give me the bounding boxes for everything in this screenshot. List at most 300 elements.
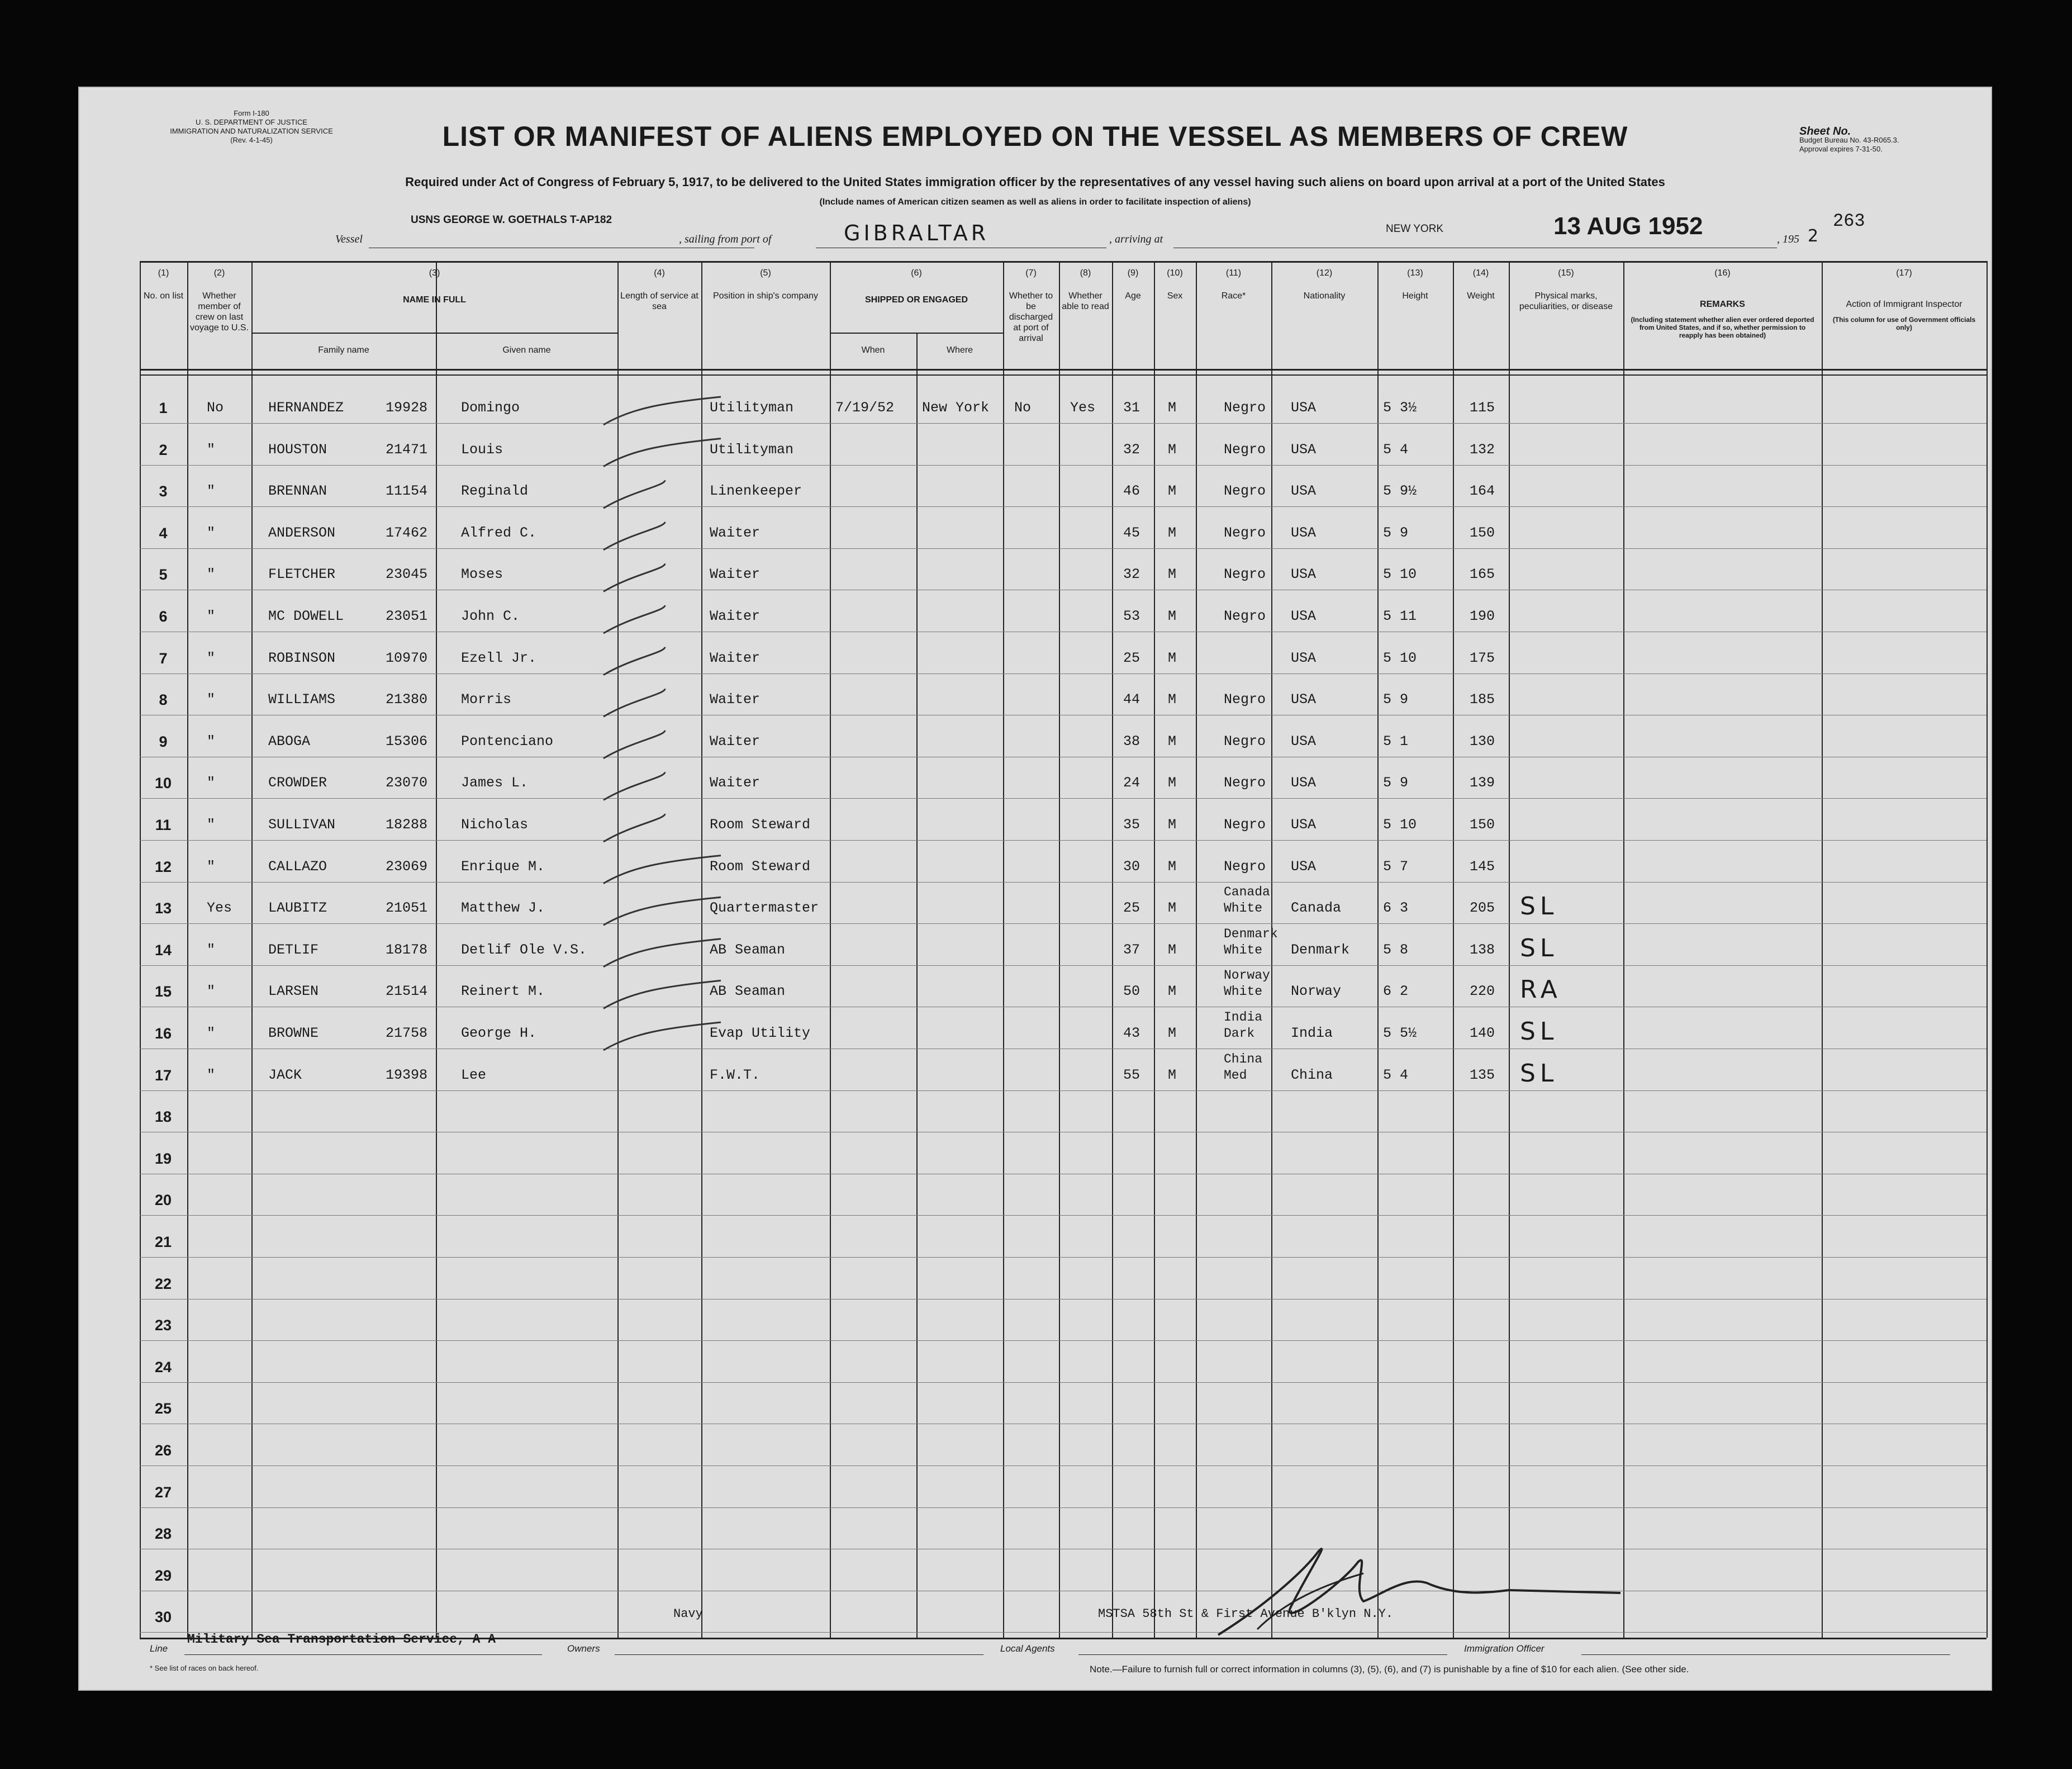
position: AB Seaman: [710, 941, 786, 958]
sex: M: [1168, 649, 1177, 666]
race: Canada White: [1224, 885, 1270, 916]
column-divider: [1196, 261, 1197, 1638]
nationality: USA: [1291, 566, 1317, 583]
race: Negro: [1224, 483, 1266, 500]
given-name: Nicholas: [461, 817, 529, 833]
age: 24: [1123, 775, 1140, 791]
sex: M: [1168, 441, 1177, 458]
nationality: USA: [1291, 483, 1317, 500]
crew-last-voyage: No: [207, 400, 224, 416]
column-header: NAME IN FULL: [403, 295, 466, 305]
agents-typed: MSTSA 58th St & First Avenue B'klyn N.Y.: [1098, 1607, 1394, 1621]
weight: 145: [1470, 858, 1495, 875]
given-name: Lee: [461, 1066, 487, 1083]
family-name: HERNANDEZ: [268, 400, 344, 416]
row-number: 26: [154, 1442, 172, 1459]
weight: 130: [1470, 733, 1495, 750]
height: 5 9: [1383, 524, 1409, 541]
row-line: [140, 965, 1987, 966]
row-number: 18: [154, 1108, 172, 1126]
column-number: (2): [213, 268, 225, 278]
position: Waiter: [710, 649, 761, 666]
year-value: 2: [1808, 226, 1822, 246]
row-line: [140, 548, 1987, 549]
sheet-label: Sheet No.: [1799, 125, 1851, 137]
given-name: James L.: [461, 775, 529, 791]
family-name: DETLIF: [268, 941, 319, 958]
row-line: [140, 1215, 1987, 1216]
row-number: 1: [159, 400, 168, 416]
penalty-note: Note.—Failure to furnish full or correct information in columns (3), (5), (6), and (7) is punishable by a fine of $10 for each alien. (See other side.: [1090, 1664, 1689, 1675]
row-number: 19: [154, 1150, 172, 1167]
sex: M: [1168, 524, 1177, 541]
row-line: [140, 465, 1987, 466]
year-label: , 195: [1777, 233, 1799, 245]
age: 25: [1123, 900, 1140, 917]
column-subheader: Family name: [318, 345, 369, 355]
crew-last-voyage: Yes: [207, 900, 232, 917]
row-line: [140, 423, 1987, 424]
family-name: ABOGA: [268, 733, 311, 750]
weight: 220: [1470, 983, 1495, 1000]
owners-label: Owners: [567, 1643, 600, 1654]
line-label: Line: [150, 1643, 168, 1654]
column-number: (15): [1558, 268, 1574, 278]
page-title: LIST OR MANIFEST OF ALIENS EMPLOYED ON THE VESSEL AS MEMBERS OF CREW: [442, 121, 1628, 152]
column-number: (12): [1316, 268, 1333, 278]
age: 31: [1123, 400, 1140, 416]
row-number: 17: [154, 1066, 172, 1084]
column-header: Whether member of crew on last voyage to U.S.: [190, 291, 249, 333]
weight: 135: [1470, 1066, 1495, 1083]
weight: 150: [1470, 524, 1495, 541]
height: 5 9: [1383, 691, 1409, 708]
column-divider: [1987, 261, 1988, 1638]
height: 5 7: [1383, 858, 1409, 875]
arriving-label: , arriving at: [1109, 233, 1163, 245]
crew-last-voyage: ": [207, 817, 216, 833]
crew-last-voyage: ": [207, 775, 216, 791]
row-number: 13: [154, 900, 172, 917]
height: 5 4: [1383, 441, 1409, 458]
row-number: 30: [154, 1609, 172, 1626]
department: U. S. DEPARTMENT OF JUSTICE: [195, 118, 308, 126]
column-header: Length of service at sea: [620, 291, 698, 311]
nationality: China: [1291, 1066, 1333, 1083]
vessel-name: USNS GEORGE W. GOETHALS T-AP182: [411, 214, 612, 226]
crew-last-voyage: ": [207, 1066, 216, 1083]
weight: 140: [1470, 1025, 1495, 1041]
age: 55: [1123, 1066, 1140, 1083]
race: Negro: [1224, 858, 1266, 875]
nationality: USA: [1291, 733, 1317, 750]
crew-id-number: 23045: [386, 566, 428, 583]
crew-id-number: 18288: [386, 817, 428, 833]
tick-mark: [603, 522, 665, 550]
sex: M: [1168, 775, 1177, 791]
height: 6 3: [1383, 900, 1409, 917]
sex: M: [1168, 566, 1177, 583]
crew-id-number: 21380: [386, 691, 428, 708]
race: Negro: [1224, 608, 1266, 624]
column-subheader: When: [861, 345, 885, 355]
tick-mark: [603, 605, 665, 633]
race: Negro: [1224, 775, 1266, 791]
position: Waiter: [710, 608, 761, 624]
column-header: Whether able to read: [1062, 291, 1109, 311]
race: Negro: [1224, 733, 1266, 750]
sex: M: [1168, 858, 1177, 875]
sex: M: [1168, 941, 1177, 958]
family-name: CROWDER: [268, 775, 327, 791]
age: 35: [1123, 817, 1140, 833]
tick-mark: [603, 772, 665, 800]
nationality: USA: [1291, 817, 1317, 833]
inspector-signature: [1196, 1540, 1665, 1646]
crew-id-number: 17462: [386, 524, 428, 541]
weight: 164: [1470, 483, 1495, 500]
crew-last-voyage: ": [207, 1025, 216, 1041]
column-divider: [140, 261, 141, 1638]
weight: 185: [1470, 691, 1495, 708]
crew-id-number: 11154: [386, 483, 428, 500]
row-line: [140, 798, 1987, 799]
nationality: USA: [1291, 858, 1317, 875]
nationality: India: [1291, 1025, 1333, 1041]
column-header-note: (This column for use of Government officials only): [1832, 316, 1976, 331]
race: Negro: [1224, 691, 1266, 708]
crew-last-voyage: ": [207, 566, 216, 583]
column-header: No. on list: [143, 291, 184, 301]
race: Negro: [1224, 441, 1266, 458]
nationality: Norway: [1291, 983, 1342, 1000]
crew-last-voyage: ": [207, 858, 216, 875]
race-footnote: * See list of races on back hereof.: [150, 1664, 259, 1672]
crew-id-number: 21051: [386, 900, 428, 917]
column-number: (14): [1472, 268, 1489, 278]
age: 50: [1123, 983, 1140, 1000]
family-name: BRENNAN: [268, 483, 327, 500]
row-number: 24: [154, 1358, 172, 1376]
column-number: (5): [760, 268, 771, 278]
line-value: Military Sea Transportation Service, A A: [187, 1632, 496, 1647]
age: 46: [1123, 483, 1140, 500]
tick-mark: [603, 563, 665, 591]
age: 43: [1123, 1025, 1140, 1041]
given-name: Enrique M.: [461, 858, 545, 875]
sheet-info: [1799, 127, 1978, 154]
row-number: 29: [154, 1567, 172, 1584]
row-number: 14: [154, 941, 172, 959]
row-number: 9: [159, 733, 168, 750]
position: F.W.T.: [710, 1066, 761, 1083]
sailing-port: GIBRALTAR: [844, 221, 990, 245]
race: Norway White: [1224, 968, 1270, 999]
weight: 138: [1470, 941, 1495, 958]
tick-mark: [603, 814, 665, 842]
column-number: (8): [1080, 268, 1091, 278]
immigration-officer-label: Immigration Officer: [1464, 1643, 1545, 1654]
family-name: MC DOWELL: [268, 608, 344, 624]
sex: M: [1168, 983, 1177, 1000]
nationality: USA: [1291, 649, 1317, 666]
position: Waiter: [710, 775, 761, 791]
given-name: Reinert M.: [461, 983, 545, 1000]
column-header: Height: [1402, 291, 1428, 301]
column-number: (3): [429, 268, 440, 278]
row-number: 8: [159, 691, 168, 709]
weight: 205: [1470, 900, 1495, 917]
tick-mark: [603, 980, 721, 1008]
tick-mark: [603, 647, 665, 675]
sex: M: [1168, 400, 1177, 416]
column-header: Sex: [1167, 291, 1183, 301]
position: Waiter: [710, 566, 761, 583]
height: 5 9½: [1383, 483, 1417, 500]
height: 6 2: [1383, 983, 1409, 1000]
position: Waiter: [710, 733, 761, 750]
column-number: (7): [1025, 268, 1037, 278]
row-line: [140, 1382, 1987, 1383]
column-divider: [1822, 261, 1823, 1638]
column-divider: [1112, 261, 1113, 1638]
physical-marks: RA: [1520, 975, 1562, 1004]
position: Waiter: [710, 524, 761, 541]
row-number: 27: [154, 1483, 172, 1501]
column-divider: [1509, 261, 1510, 1638]
column-header: Position in ship's company: [712, 291, 819, 301]
given-name: Morris: [461, 691, 512, 708]
age: 38: [1123, 733, 1140, 750]
position: Quartermaster: [710, 900, 819, 917]
position: Evap Utility: [710, 1025, 811, 1041]
weight: 150: [1470, 817, 1495, 833]
weight: 190: [1470, 608, 1495, 624]
age: 32: [1123, 566, 1140, 583]
crew-id-number: 19928: [386, 400, 428, 416]
position: Room Steward: [710, 817, 811, 833]
row-number: 11: [155, 817, 172, 833]
age: 25: [1123, 649, 1140, 666]
service: IMMIGRATION AND NATURALIZATION SERVICE: [170, 127, 333, 135]
family-name: SULLIVAN: [268, 817, 336, 833]
position: Linenkeeper: [710, 483, 802, 500]
race: Negro: [1224, 524, 1266, 541]
column-divider: [1623, 261, 1624, 1638]
crew-last-voyage: ": [207, 524, 216, 541]
column-divider: [1453, 261, 1454, 1638]
family-name: BROWNE: [268, 1025, 319, 1041]
crew-last-voyage: ": [207, 983, 216, 1000]
race: Negro: [1224, 566, 1266, 583]
family-name: WILLIAMS: [268, 691, 336, 708]
age: 37: [1123, 941, 1140, 958]
column-number: (4): [654, 268, 665, 278]
position: Room Steward: [710, 858, 811, 875]
column-divider: [1377, 261, 1379, 1638]
height: 5 11: [1383, 608, 1417, 624]
sex: M: [1168, 483, 1177, 500]
sex: M: [1168, 733, 1177, 750]
row-number: 21: [154, 1234, 172, 1250]
crew-last-voyage: ": [207, 733, 216, 750]
height: 5 1: [1383, 733, 1409, 750]
family-name: ANDERSON: [268, 524, 336, 541]
nationality: Denmark: [1291, 941, 1350, 958]
column-header: REMARKS: [1700, 300, 1745, 309]
crew-id-number: 21471: [386, 441, 428, 458]
height: 5 10: [1383, 649, 1417, 666]
form-number: Form I-180: [234, 109, 269, 117]
crew-id-number: 21758: [386, 1025, 428, 1041]
position: Waiter: [710, 691, 761, 708]
column-header: Weight: [1467, 291, 1495, 301]
column-divider: [187, 261, 188, 1638]
tick-mark: [603, 731, 665, 758]
given-name: Alfred C.: [461, 524, 537, 541]
column-subheader: Where: [946, 345, 973, 355]
sex: M: [1168, 691, 1177, 708]
row-line: [140, 1507, 1987, 1508]
crew-id-number: 21514: [386, 983, 428, 1000]
row-number: 10: [154, 775, 172, 792]
column-subheader: Given name: [502, 345, 551, 355]
row-number: 2: [159, 441, 168, 458]
physical-marks: SL: [1520, 1017, 1558, 1046]
sex: M: [1168, 1066, 1177, 1083]
row-number: 28: [154, 1525, 172, 1543]
given-name: George H.: [461, 1025, 537, 1041]
column-number: (13): [1407, 268, 1423, 278]
given-name: Moses: [461, 566, 503, 583]
race: China Med: [1224, 1051, 1263, 1083]
row-number: 25: [154, 1400, 172, 1417]
family-name: CALLAZO: [268, 858, 327, 875]
sheet-number: 263: [1833, 211, 1865, 231]
age: 44: [1123, 691, 1140, 708]
given-name: Domingo: [461, 400, 520, 416]
row-number: 4: [159, 524, 168, 542]
physical-marks: SL: [1520, 892, 1558, 921]
page-subtitle: Required under Act of Congress of February 5, 1917, to be delivered to the United States immigration officer by the representatives of any vessel having such aliens on board upon arrival at a port of the United States: [405, 175, 1665, 189]
arriving-port: NEW YORK: [1386, 223, 1444, 235]
given-name: Ezell Jr.: [461, 649, 537, 666]
column-divider: [1154, 261, 1155, 1638]
tick-mark: [603, 856, 721, 884]
manifest-sheet: [78, 87, 1992, 1691]
nationality: USA: [1291, 608, 1317, 624]
height: 5 3½: [1383, 400, 1417, 416]
height: 5 4: [1383, 1066, 1409, 1083]
row-number: 12: [154, 858, 172, 875]
given-name: Pontenciano: [461, 733, 554, 750]
column-header: Physical marks, peculiarities, or disease: [1519, 291, 1613, 311]
row-line: [140, 506, 1987, 507]
given-name: Reginald: [461, 483, 529, 500]
tick-mark: [603, 897, 721, 925]
subheader-rule: [251, 333, 617, 334]
tick-mark: [603, 939, 721, 967]
physical-marks: SL: [1520, 933, 1558, 962]
family-name: LAUBITZ: [268, 900, 327, 917]
crew-id-number: 23069: [386, 858, 428, 875]
row-number: 3: [159, 483, 168, 500]
row-line: [140, 882, 1987, 883]
given-name: Louis: [461, 441, 503, 458]
race: India Dark: [1224, 1010, 1263, 1041]
column-number: (9): [1127, 268, 1139, 278]
shipped-when: 7/19/52: [835, 400, 895, 416]
discharged: No: [1014, 400, 1032, 416]
race: Denmark White: [1224, 926, 1278, 957]
sex: M: [1168, 900, 1177, 917]
height: 5 10: [1383, 817, 1417, 833]
nationality: USA: [1291, 691, 1317, 708]
tick-mark: [603, 480, 665, 508]
sex: M: [1168, 1025, 1177, 1041]
crew-last-voyage: ": [207, 441, 216, 458]
weight: 175: [1470, 649, 1495, 666]
crew-last-voyage: ": [207, 691, 216, 708]
sailing-label: , sailing from port of: [679, 233, 772, 245]
column-number: (6): [911, 268, 922, 278]
tick-mark: [603, 397, 721, 425]
physical-marks: SL: [1520, 1059, 1558, 1088]
shipped-where: New York: [922, 400, 990, 416]
column-number: (10): [1167, 268, 1183, 278]
column-header: Nationality: [1303, 291, 1346, 301]
height: 5 10: [1383, 566, 1417, 583]
crew-last-voyage: ": [207, 483, 216, 500]
nationality: Canada: [1291, 900, 1342, 917]
crew-last-voyage: ": [207, 649, 216, 666]
weight: 115: [1470, 400, 1495, 416]
family-name: LARSEN: [268, 983, 319, 1000]
tick-mark: [603, 689, 665, 717]
sex: M: [1168, 817, 1177, 833]
height: 5 9: [1383, 775, 1409, 791]
sex: M: [1168, 608, 1177, 624]
row-number: 20: [154, 1192, 172, 1209]
crew-last-voyage: ": [207, 608, 216, 624]
crew-id-number: 10970: [386, 649, 428, 666]
family-name: HOUSTON: [268, 441, 327, 458]
row-number: 6: [159, 608, 168, 625]
weight: 139: [1470, 775, 1495, 791]
row-number: 15: [154, 983, 172, 1000]
date-stamp: 13 AUG 1952: [1553, 212, 1703, 240]
position: Utilityman: [710, 441, 794, 458]
column-divider: [436, 333, 437, 1638]
tick-mark: [603, 1022, 721, 1050]
row-line: [140, 1257, 1987, 1258]
crew-id-number: 15306: [386, 733, 428, 750]
crew-id-number: 23051: [386, 608, 428, 624]
crew-id-number: 23070: [386, 775, 428, 791]
row-number: 22: [154, 1275, 172, 1292]
given-name: John C.: [461, 608, 520, 624]
height: 5 8: [1383, 941, 1409, 958]
nationality: USA: [1291, 524, 1317, 541]
nationality: USA: [1291, 775, 1317, 791]
row-line: [140, 923, 1987, 924]
column-divider: [251, 261, 253, 1638]
budget-line: Budget Bureau No. 43-R065.3.: [1799, 136, 1899, 144]
family-name: ROBINSON: [268, 649, 336, 666]
column-header-note: (Including statement whether alien ever ordered deported from United States, and if so, whether permission to reapply has been obtained): [1631, 316, 1814, 339]
column-divider: [1059, 261, 1060, 1638]
row-line: [140, 1340, 1987, 1341]
